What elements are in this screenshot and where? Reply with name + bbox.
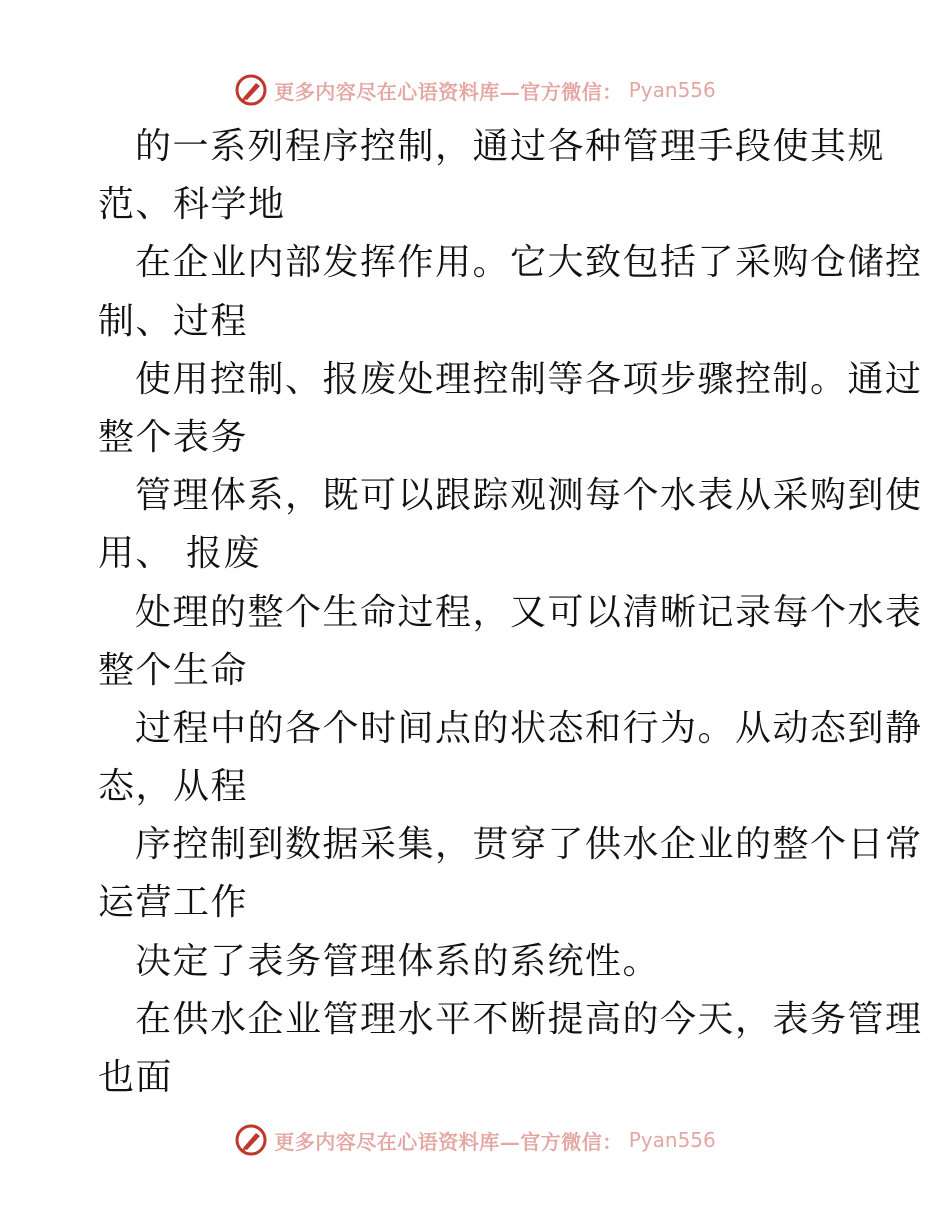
text-line: 在企业内部发挥作用。它大致包括了采购仓储控: [135, 242, 923, 284]
text-line: 整个表务: [98, 416, 249, 458]
text-line: 制、过程: [98, 300, 249, 342]
text-line: 整个生命: [98, 649, 249, 691]
text-line: 序控制到数据采集，贯穿了供水企业的整个日常: [135, 824, 923, 866]
text-line: 使用控制、报废处理控制等各项步骤控制。通过: [135, 358, 923, 400]
header-banner: [0, 70, 950, 110]
text-line: 运营工作: [98, 882, 249, 924]
text-line: 决定了表务管理体系的系统性。: [135, 940, 661, 982]
text-line: 态，从程: [98, 766, 249, 808]
text-line: 在供水企业管理水平不断提高的今天，表务管理: [135, 998, 923, 1040]
document-body: [98, 118, 923, 1107]
header-wechat-id: Pyan556: [628, 78, 716, 102]
footer-wechat-id: Pyan556: [628, 1128, 716, 1152]
text-line: 的一系列程序控制，通过各种管理手段使其规: [135, 126, 886, 167]
text-line: 也面: [98, 1057, 174, 1098]
text-line: 处理的整个生命过程，又可以清晰记录每个水表: [135, 591, 923, 633]
brand-logo-icon: [234, 1123, 268, 1157]
brand-logo-icon: [234, 73, 268, 107]
text-line: 范、科学地: [98, 184, 286, 226]
header-banner-text: 更多内容尽在心语资料库—官方微信：: [274, 79, 623, 104]
footer-banner: [0, 1120, 950, 1160]
footer-banner-text: 更多内容尽在心语资料库—官方微信：: [274, 1129, 623, 1154]
text-line: 用、 报废: [98, 533, 261, 575]
text-line: 管理体系，既可以跟踪观测每个水表从采购到使: [135, 475, 923, 517]
text-line: 过程中的各个时间点的状态和行为。从动态到静: [135, 707, 923, 749]
